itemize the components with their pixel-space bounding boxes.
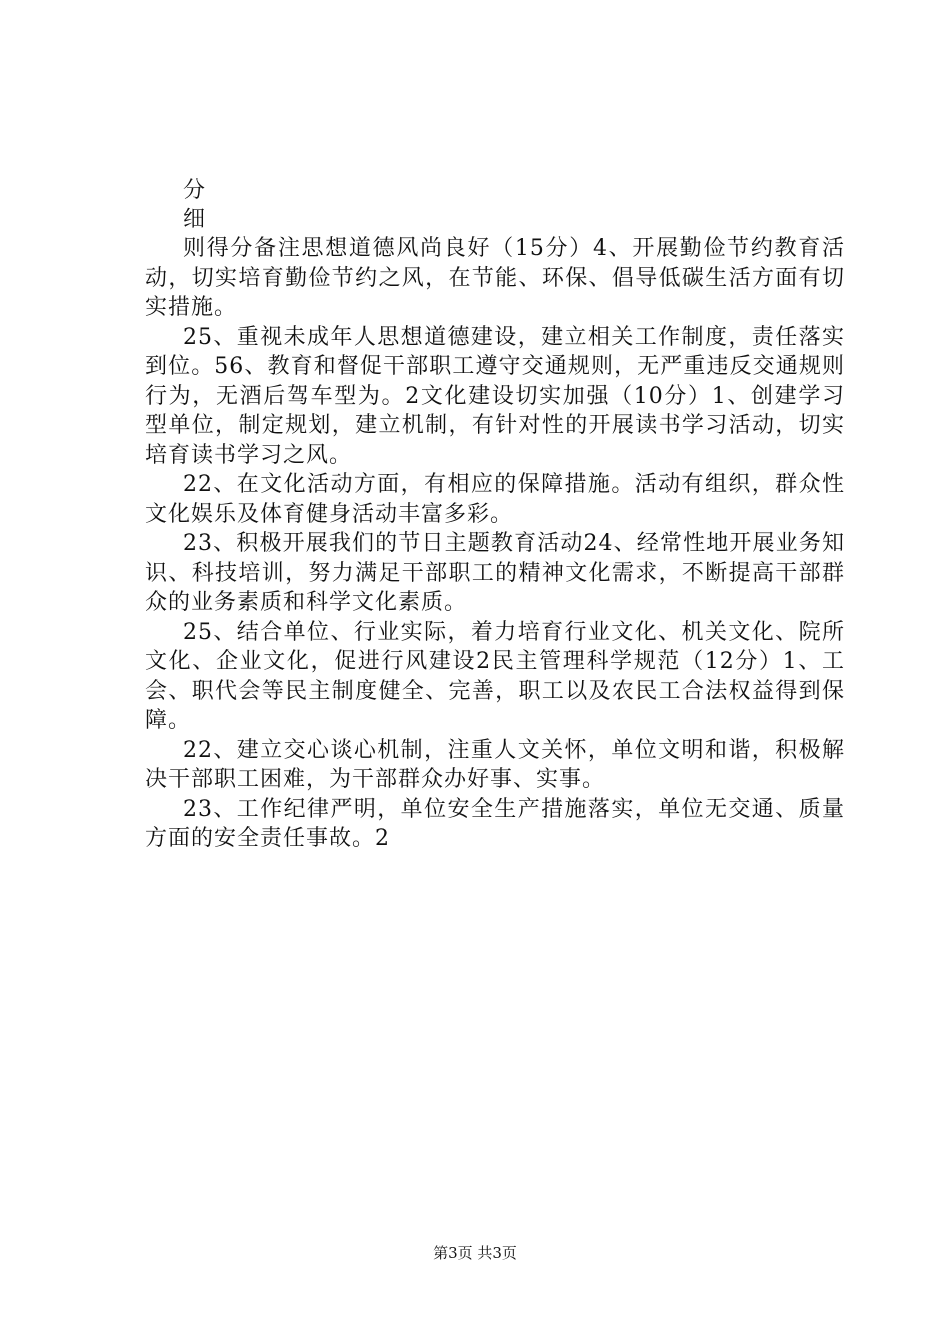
paragraph-1: 则得分备注思想道德风尚良好（15分）4、开展勤俭节约教育活动，切实培育勤俭节约之风，在节能、环保、倡导低碳生活方面有切实措施。 (145, 236, 845, 320)
paragraph-6: 22、建立交心谈心机制，注重人文关怀，单位文明和谐，积极解决干部职工困难，为干部群众办好事、实事。 (145, 737, 845, 792)
paragraph-3: 22、在文化活动方面，有相应的保障措施。活动有组织，群众性文化娱乐及体育健身活动丰富多彩。 (145, 472, 845, 527)
paragraph-7: 23、工作纪律严明，单位安全生产措施落实，单位无交通、质量方面的安全责任事故。2 (145, 796, 845, 851)
document-body (145, 176, 845, 854)
text-line-1: 分 (183, 178, 206, 203)
paragraph-2: 25、重视未成年人思想道德建设，建立相关工作制度，责任落实到位。56、教育和督促干部职工遵守交通规则，无严重违反交通规则行为，无酒后驾车型为。2文化建设切实加强（10分）1、创建学习型单位，制定规划，建立机制，有针对性的开展读书学习活动，切实培育读书学习之风。 (145, 324, 845, 468)
paragraph-5: 25、结合单位、行业实际，着力培育行业文化、机关文化、院所文化、企业文化，促进行风建设2民主管理科学规范（12分）1、工会、职代会等民主制度健全、完善，职工以及农民工合法权益得到保障。 (145, 619, 845, 733)
text-line-2: 细 (183, 207, 206, 232)
paragraph-4: 23、积极开展我们的节日主题教育活动24、经常性地开展业务知识、科技培训，努力满足干部职工的精神文化需求，不断提高干部群众的业务素质和科学文化素质。 (145, 531, 845, 615)
page-footer: 第3页 共3页 (433, 1244, 517, 1262)
